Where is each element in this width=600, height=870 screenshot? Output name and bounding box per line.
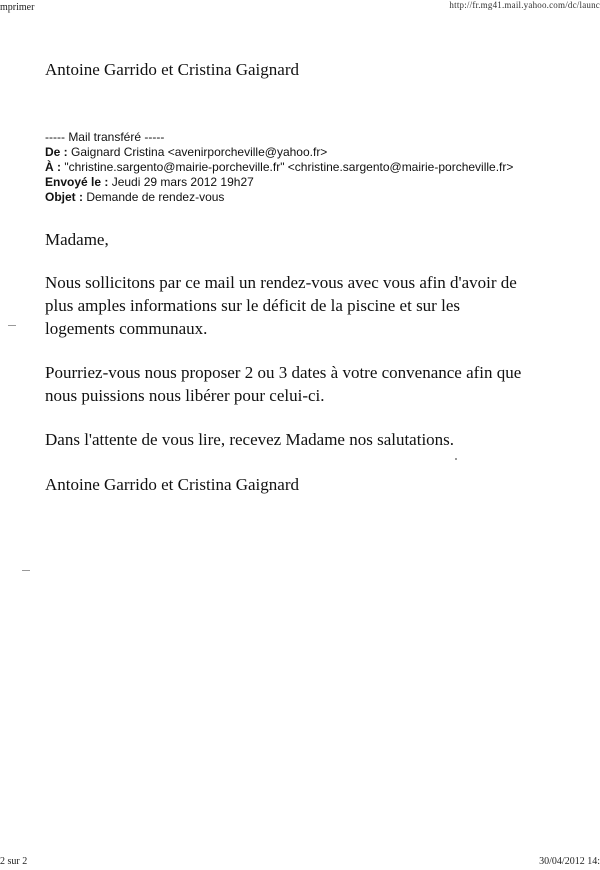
to-label: À : — [45, 160, 61, 174]
from-row — [45, 145, 513, 160]
forwarded-mail-header — [45, 130, 513, 205]
paragraph-line: logements communaux. — [45, 319, 208, 338]
from-value: Gaignard Cristina <avenirporcheville@yahoo.fr> — [67, 145, 328, 159]
print-datetime: 30/04/2012 14: — [539, 856, 600, 867]
sent-value: Jeudi 29 mars 2012 19h27 — [108, 175, 254, 189]
paragraph-closing: Dans l'attente de vous lire, recevez Madame nos salutations. — [45, 430, 455, 449]
paragraph-line: nous puissions nous libérer pour celui-ci. — [45, 386, 325, 405]
paragraph-request — [45, 271, 517, 340]
page-number: 2 sur 2 — [0, 856, 28, 867]
paragraph-line: Nous sollicitons par ce mail un rendez-vous avec vous afin d'avoir de — [45, 273, 517, 292]
paragraph-line: Pourriez-vous nous proposer 2 ou 3 dates à votre convenance afin que — [45, 363, 522, 382]
signature: Antoine Garrido et Cristina Gaignard — [45, 475, 299, 494]
print-header-url: http://fr.mg41.mail.yahoo.com/dc/launc — [449, 0, 600, 10]
paragraph-dates — [45, 361, 521, 407]
to-value: "christine.sargento@mairie-porcheville.fr" <christine.sargento@mairie-porcheville.fr> — [61, 160, 514, 174]
forward-separator: ----- Mail transféré ----- — [45, 130, 165, 144]
sent-row — [45, 175, 513, 190]
scan-speck — [8, 325, 16, 326]
from-label: De : — [45, 145, 68, 159]
to-row — [45, 160, 513, 175]
subject-label: Objet : — [45, 190, 83, 204]
subject-value: Demande de rendez-vous — [83, 190, 225, 204]
paragraph-line: plus amples informations sur le déficit de la piscine et sur les — [45, 296, 460, 315]
sent-label: Envoyé le : — [45, 175, 109, 189]
sender-heading: Antoine Garrido et Cristina Gaignard — [45, 60, 299, 79]
subject-row — [45, 190, 513, 205]
greeting: Madame, — [45, 230, 109, 249]
print-header-left: mprimer — [0, 2, 35, 13]
scan-speck — [455, 458, 457, 460]
scan-speck — [22, 570, 30, 571]
